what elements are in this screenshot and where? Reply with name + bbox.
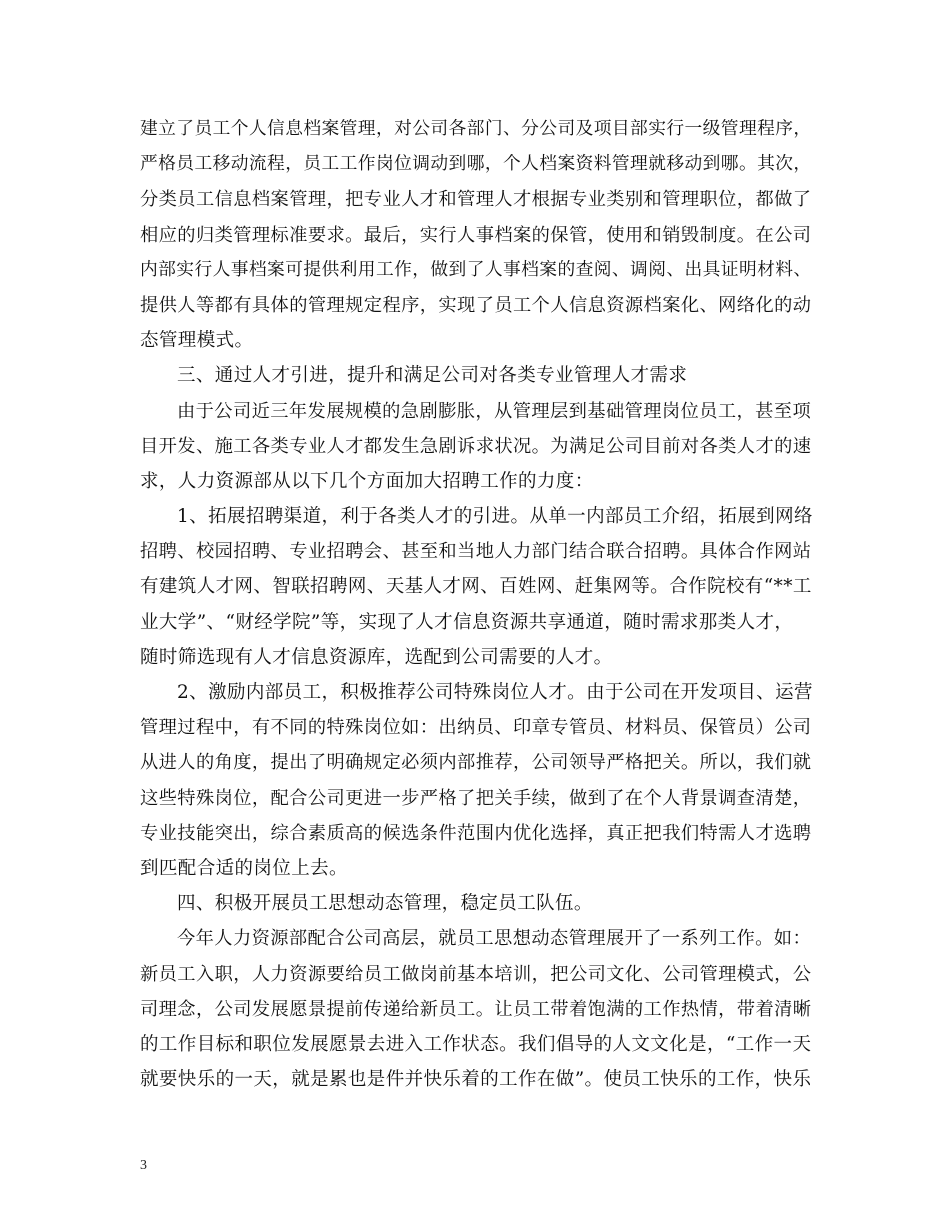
text-line: 业大学”、“财经学院”等，实现了人才信息资源共享通道，随时需求那类人才， (140, 611, 794, 633)
text-line: 三、通过人才引进，提升和满足公司对各类专业管理人才需求 (177, 365, 688, 387)
text-line: 新员工入职，人力资源要给员工做岗前基本培训，把公司文化、公司管理模式，公 (140, 963, 812, 985)
text-line: 这些特殊岗位，配合公司更进一步严格了把关手续，做到了在个人背景调查清楚， (140, 787, 812, 809)
body-text (140, 112, 815, 1097)
text-line: 建立了员工个人信息档案管理，对公司各部门、分公司及项目部实行一级管理程序， (140, 119, 812, 139)
text-line: 今年人力资源部配合公司高层，就员工思想动态管理展开了一系列工作。如： (177, 928, 812, 950)
text-line: 招聘、校园招聘、专业招聘会、甚至和当地人力部门结合联合招聘。具体合作网站 (140, 541, 812, 563)
text-line: 就要快乐的一天，就是累也是件并快乐着的工作在做”。使员工快乐的工作，快乐 (140, 1069, 812, 1091)
text-line: 由于公司近三年发展规模的急剧膨胀，从管理层到基础管理岗位员工，甚至项 (177, 400, 812, 422)
text-line: 从进人的角度，提出了明确规定必须内部推荐，公司领导严格把关。所以，我们就 (140, 752, 812, 774)
text-line: 到匹配合适的岗位上去。 (140, 857, 348, 879)
text-line: 态管理模式。 (140, 330, 254, 352)
text-line: 目开发、施工各类专业人才都发生急剧诉求状况。为满足公司目前对各类人才的速 (140, 435, 812, 457)
text-line: 分类员工信息档案管理，把专业人才和管理人才根据专业类别和管理职位，都做了 (140, 189, 812, 211)
text-line: 的工作目标和职位发展愿景去进入工作状态。我们倡导的人文文化是，“工作一天 (140, 1033, 812, 1055)
text-line: 1、拓展招聘渠道，利于各类人才的引进。从单一内部员工介绍，拓展到网络 (177, 506, 813, 528)
text-line: 四、积极开展员工思想动态管理，稳定员工队伍。 (177, 893, 593, 915)
text-line: 求，人力资源部从以下几个方面加大招聘工作的力度： (140, 470, 594, 492)
text-line: 相应的归类管理标准要求。最后，实行人事档案的保管，使用和销毁制度。在公司 (140, 224, 812, 246)
text-line: 司理念，公司发展愿景提前传递给新员工。让员工带着饱满的工作热情，带着清晰 (140, 998, 812, 1020)
text-line: 提供人等都有具体的管理规定程序，实现了员工个人信息资源档案化、网络化的动 (140, 294, 812, 316)
text-line: 专业技能突出，综合素质高的候选条件范围内优化选择，真正把我们特需人才选聘 (140, 822, 812, 844)
text-line: 严格员工移动流程，员工工作岗位调动到哪，个人档案资料管理就移动到哪。其次， (140, 154, 812, 175)
text-line: 管理过程中，有不同的特殊岗位如：出纳员、印章专管员、材料员、保管员）公司 (140, 717, 812, 739)
text-line: 随时筛选现有人才信息资源库，选配到公司需要的人才。 (140, 646, 613, 668)
text-line: 有建筑人才网、智联招聘网、天基人才网、百姓网、赶集网等。合作院校有“**工 (140, 576, 812, 598)
text-line: 2、激励内部员工，积极推荐公司特殊岗位人才。由于公司在开发项目、运营 (177, 682, 813, 703)
text-line: 内部实行人事档案可提供利用工作，做到了人事档案的查阅、调阅、出具证明材料、 (140, 259, 812, 280)
page-number: 3 (140, 1158, 147, 1173)
